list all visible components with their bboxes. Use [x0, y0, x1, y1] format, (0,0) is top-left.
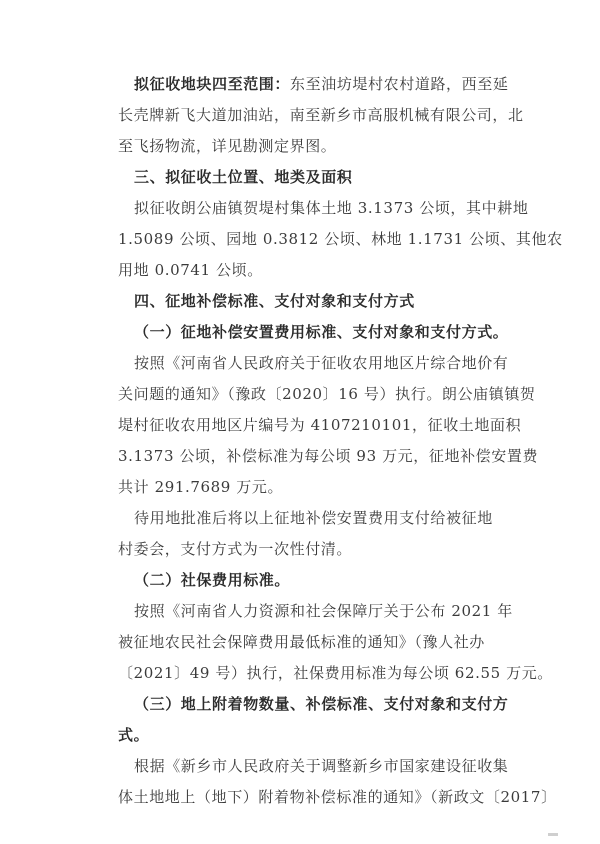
- subsection-3-title-line-2: 式。: [118, 726, 150, 744]
- subsection-3-line-2: 体土地地上（地下）附着物补偿标准的通知》（新政文〔2017〕: [118, 788, 557, 806]
- page-edge-mark: [548, 833, 558, 836]
- subsection-1-title: （一）征地补偿安置费用标准、支付对象和支付方式。: [134, 323, 509, 341]
- subsection-1-paragraph-1-line-2: 关问题的通知》（豫政〔2020〕16 号）执行。朗公庙镇镇贺: [118, 385, 536, 403]
- scope-paragraph-line-2: 长壳牌新飞大道加油站，南至新乡市高服机械有限公司，北: [118, 106, 524, 124]
- subsection-1-paragraph-1-line-4: 3.1373 公顷，补偿标准为每公顷 93 万元，征地补偿安置费: [118, 447, 539, 465]
- subsection-1-paragraph-1-line-5: 共计 291.7689 万元。: [118, 478, 284, 496]
- scope-paragraph-line-3: 至飞扬物流，详见勘测定界图。: [118, 137, 337, 155]
- scope-heading: 拟征收地块四至范围：: [134, 75, 291, 93]
- subsection-1-paragraph-1-line-1: 按照《河南省人民政府关于征收农用地区片综合地价有: [134, 354, 509, 372]
- section-3-line-1: 拟征收朗公庙镇贺堤村集体土地 3.1373 公顷，其中耕地: [134, 199, 529, 217]
- subsection-3-title-line-1: （三）地上附着物数量、补偿标准、支付对象和支付方: [134, 695, 509, 713]
- section-3-title: 三、拟征收土位置、地类及面积: [134, 168, 353, 186]
- section-4-title: 四、征地补偿标准、支付对象和支付方式: [134, 292, 415, 310]
- subsection-2-title: （二）社保费用标准。: [134, 571, 291, 589]
- section-3-line-2: 1.5089 公顷、园地 0.3812 公顷、林地 1.1731 公顷、其他农: [118, 230, 563, 248]
- subsection-1-paragraph-1-line-3: 堤村征收农用地区片编号为 4107210101，征收土地面积: [118, 416, 522, 434]
- subsection-2-line-2: 被征地农民社会保障费用最低标准的通知》（豫人社办: [118, 633, 485, 651]
- scope-paragraph-line-1: [134, 74, 508, 94]
- subsection-1-paragraph-2-line-1: 待用地批准后将以上征地补偿安置费用支付给被征地: [134, 509, 493, 527]
- subsection-1-paragraph-2-line-2: 村委会，支付方式为一次性付清。: [118, 540, 353, 558]
- section-3-line-3: 用地 0.0741 公顷。: [118, 261, 263, 279]
- subsection-2-line-3: 〔2021〕49 号）执行，社保费用标准为每公顷 62.55 万元。: [118, 664, 553, 682]
- scope-text: 东至油坊堤村农村道路，西至延: [290, 75, 509, 93]
- subsection-3-line-1: 根据《新乡市人民政府关于调整新乡市国家建设征收集: [134, 757, 509, 775]
- subsection-2-line-1: 按照《河南省人力资源和社会保障厅关于公布 2021 年: [134, 602, 513, 620]
